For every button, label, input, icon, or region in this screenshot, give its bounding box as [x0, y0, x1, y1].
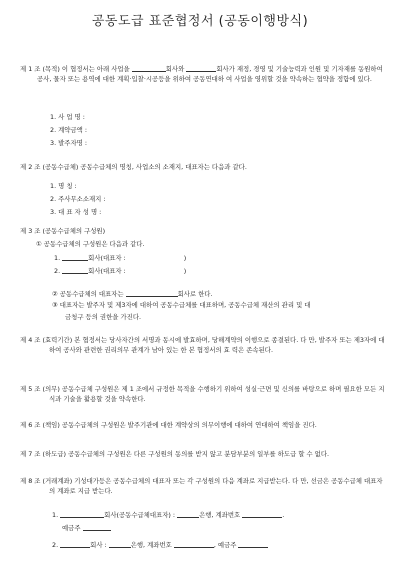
article-7-heading: 제 7 조 (하도급) [20, 450, 67, 458]
article-8-line-2: 만, 선금은 공동수급체 대표자의 계좌로 지급 받는다. [49, 477, 383, 495]
account-1-number: 1. [52, 511, 61, 519]
article-1-heading: 제 1 조 (목적) [20, 65, 60, 73]
member-2-close: ) [183, 267, 187, 275]
article-3-clause-3-line-1: ③ 대표자는 발주자 및 제3자에 대하여 공동수급체를 대표하며, 공동수급체 재산의 관리 및 대 [52, 301, 311, 309]
article-8 [20, 477, 386, 496]
article-8-text [20, 477, 386, 496]
member-2-row [54, 266, 186, 277]
account-1-holder-label: 예금주 [62, 524, 83, 532]
account-1-company-label: 회사(공동수급체대표자) : [104, 511, 178, 519]
article-6 [20, 421, 317, 431]
article-5 [20, 385, 386, 404]
member-2-company-blank[interactable] [62, 266, 88, 274]
article-5-line-1: 공동수급체 구성원은 제 1 조에서 규정한 목적을 수행하기 위하여 성실·근면 및 신의를 [61, 385, 301, 393]
article-2-text [20, 163, 386, 173]
member-1-company-blank[interactable] [62, 253, 88, 261]
clause-2-pre: ② 공동수급체의 대표자는 [52, 290, 126, 298]
member-2-number: 2. [54, 267, 63, 275]
account-1-holder-row [62, 523, 111, 534]
contract-amount-field: 2. 계약금액 : [50, 126, 88, 134]
article-2 [20, 163, 386, 173]
account-1-row [52, 510, 284, 521]
article-8-heading: 제 8 조 (거래계좌) [20, 477, 73, 485]
article-2-body: 공동수급체의 명칭, 사업소의 소재지, 대표자는 다음과 같다. [80, 163, 247, 171]
account-1-company-blank[interactable] [60, 510, 104, 518]
member-1-close: ) [183, 254, 187, 262]
document-title: 공동도급 표준협정서 (공동이행방식) [91, 14, 309, 29]
article-3-clause-2 [52, 289, 213, 300]
account-2-bank-blank[interactable] [109, 540, 131, 548]
article-1 [20, 64, 386, 84]
client-name-field: 3. 발주자명 : [50, 139, 88, 147]
article-6-body: 공동수급체의 구성원은 발주기관에 대한 계약상의 의무이행에 대하여 연대하여 책임을 진다. [61, 421, 317, 429]
article-3-clause-3-line-2: 금청구 등의 권한을 가진다. [65, 313, 142, 321]
article-1-text [20, 64, 386, 84]
representative-company-blank[interactable] [126, 289, 178, 297]
article-3-clause-1: ① 공동수급체의 구성원은 다음과 같다. [36, 240, 145, 248]
company-blank-2[interactable] [186, 64, 216, 72]
article-7-body: 공동수급체의 구성원은 다른 구성원의 동의를 받지 않고 분담부분의 일부를 하도급 할 수 없다. [68, 450, 330, 458]
account-2-company-label: 회사 : [90, 541, 109, 549]
account-2-bank-label: 은행, 계좌번호 [130, 541, 174, 549]
account-2-holder-blank[interactable] [238, 540, 268, 548]
account-2-number-blank[interactable] [174, 540, 214, 548]
project-name-field: 1. 사 업 명 : [50, 113, 85, 121]
company-blank-1[interactable] [132, 64, 166, 72]
article-1-line-3: 여 사업을 영위할 것을 약속하는 협약을 정함에 있다. [226, 74, 372, 83]
article-4 [20, 336, 386, 355]
consortium-name-field: 1. 명 칭 : [50, 182, 77, 190]
member-1-row [54, 253, 186, 264]
account-2-company-blank[interactable] [60, 540, 90, 548]
account-1-holder-blank[interactable] [83, 523, 111, 531]
article-1-text-b: 회사와 [165, 65, 187, 73]
member-2-label: 회사(대표자 : [88, 267, 126, 275]
account-2-row [52, 540, 268, 551]
clause-2-post: 회사로 한다. [177, 290, 213, 298]
article-1-text-c: 회사가 재정, 경영 및 기술능력과 인원 [216, 65, 322, 73]
article-4-line-3: 력은 존속된다. [231, 345, 273, 354]
office-address-field: 2. 주사무소소재지 : [50, 195, 106, 203]
article-4-text [20, 336, 386, 355]
account-2-number: 2. [52, 541, 61, 549]
article-5-text [20, 385, 386, 404]
account-1-bank-label: 은행, 계좌번호 [199, 511, 243, 519]
article-3-heading: 제 3 조 (공동수급체의 구성원) [20, 227, 106, 235]
article-1-line-2: 및 기자재를 동원하여 공사, 물자 또는 용역에 대한 계획·입찰·시공등을 위하여 공동연대하 [37, 65, 383, 83]
article-1-text-a: 이 협정서는 아래 사업을 [61, 65, 132, 73]
article-5-line-2: 바탕으로 하며 필요한 모든 지식과 기술을 활용할 것을 약속한다. [49, 385, 385, 403]
account-1-number-blank[interactable] [242, 510, 285, 519]
article-4-heading: 제 4 조 (효력기간) [20, 336, 73, 344]
account-2-holder-label: , 예금주 [213, 541, 239, 549]
account-1-end: . [282, 511, 285, 519]
article-5-heading: 제 5 조 (의무) [20, 385, 60, 393]
article-4-line-2: 만, 발주자 또는 제3자에 대하여 공사와 관련한 권리의무 관계가 남아 있는 한 본 협정서의 효 [49, 336, 385, 354]
member-1-label: 회사(대표자 : [88, 254, 126, 262]
article-2-heading: 제 2 조 (공동수급체) [20, 163, 79, 171]
representative-name-field: 3. 대 표 자 성 명 : [50, 208, 102, 216]
account-1-bank-blank[interactable] [177, 510, 199, 518]
article-8-line-1: 기성대가등은 공동수급체의 대표자 또는 각 구성원의 다음 계좌로 지급받는다. 다 [74, 477, 299, 485]
member-1-number: 1. [54, 254, 63, 262]
article-7 [20, 450, 329, 460]
article-4-line-1: 본 협정서는 당사자간의 서명과 동시에 발효하며, 당해계약의 이행으로 종결된다. 다 [74, 336, 307, 344]
article-6-heading: 제 6 조 (책임) [20, 421, 60, 429]
